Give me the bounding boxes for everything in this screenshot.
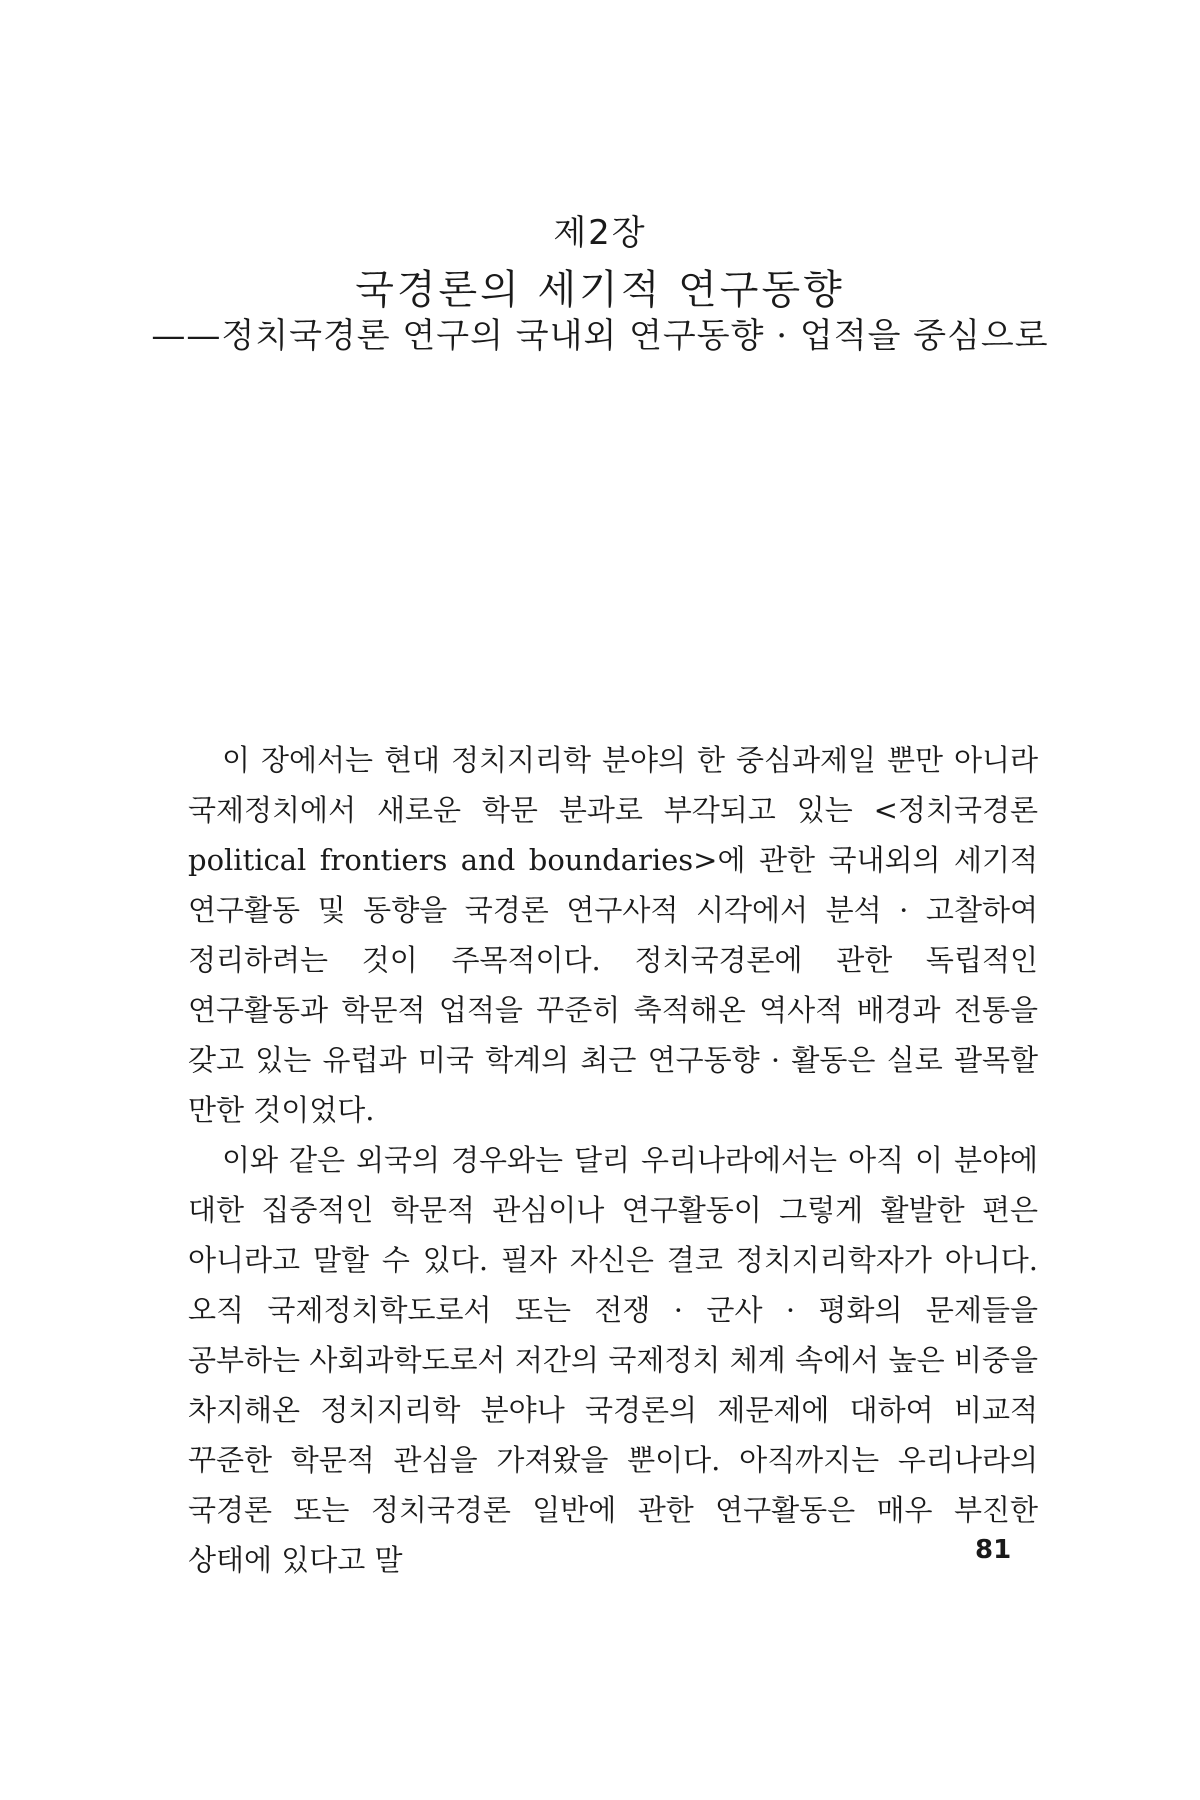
- paragraph: 이와 같은 외국의 경우와는 달리 우리나라에서는 아직 이 분야에 대한 집중적인 학문적 관심이나 연구활동이 그렇게 활발한 편은 아니라고 말할 수 있다. 필자 자신은 결코 정치지리학자가 아니다. 오직 국제정치학도로서 또는 전쟁 · 군사 · 평화의 문제들을 공부하는 사회과학도로서 저간의 국제정치 체계 속에서 높은 비중을 차지해온 정치지리학 분야나 국경론의 제문제에 대하여 비교적 꾸준한 학문적 관심을 가져왔을 뿐이다. 아직까지는 우리나라의 국경론 또는 정치국경론 일반에 관한 연구활동은 매우 부진한 상태에 있다고 말: [188, 1143, 1038, 1577]
- chapter-title: 국경론의 세기적 연구동향: [355, 267, 845, 313]
- body-text: [188, 735, 1038, 1585]
- chapter-subtitle: ——정치국경론 연구의 국내외 연구동향 · 업적을 중심으로: [151, 316, 1049, 356]
- chapter-number: 제2장: [553, 213, 647, 253]
- page-number: 81: [975, 1535, 1012, 1565]
- paragraph: 이 장에서는 현대 정치지리학 분야의 한 중심과제일 뿐만 아니라 국제정치에서 새로운 학문 분과로 부각되고 있는 <정치국경론 political frontiers and boundaries>에 관한 국내외의 세기적 연구활동 및 동향을 국경론 연구사적 시각에서 분석 · 고찰하여 정리하려는 것이 주목적이다. 정치국경론에 관한 독립적인 연구활동과 학문적 업적을 꾸준히 축적해온 역사적 배경과 전통을 갖고 있는 유럽과 미국 학계의 최근 연구동향 · 활동은 실로 괄목할 만한 것이었다.: [188, 743, 1038, 1127]
